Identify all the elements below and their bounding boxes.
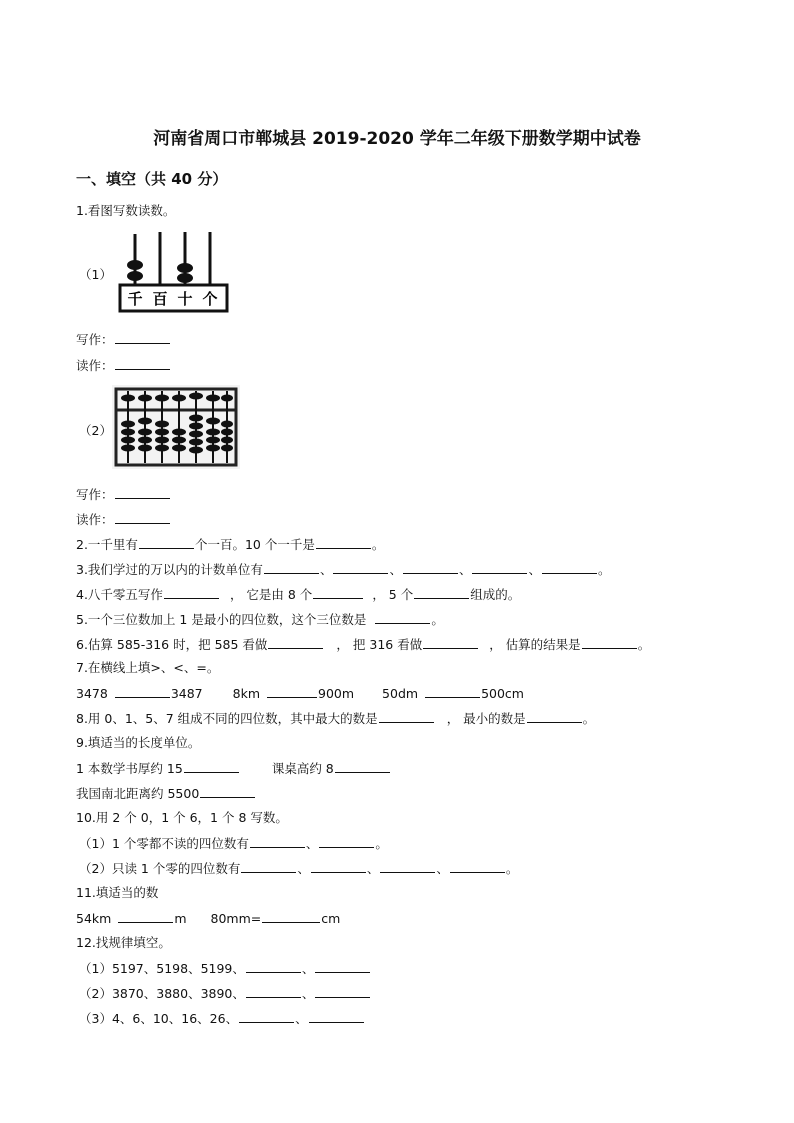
q1-stem: 1.看图写数读数。 bbox=[76, 203, 176, 218]
q10-1-blank-1[interactable] bbox=[250, 835, 305, 848]
question-2: 2.一千里有 个一百。10 个一千是 。 bbox=[76, 537, 385, 552]
section-heading: 一、填空（共 40 分） bbox=[76, 170, 228, 188]
q1-part1-write-blank[interactable] bbox=[115, 331, 170, 344]
q1-part1-read: 读作： bbox=[76, 357, 171, 374]
q10-part-1: （1）1 个零都不读的四位数有 、 。 bbox=[79, 836, 388, 851]
q10-2-blank-1[interactable] bbox=[241, 860, 296, 873]
question-4: 4.八千零五写作 ， 它是由 8 个 ， 5 个 组成的。 bbox=[76, 587, 521, 602]
q4-blank-1[interactable] bbox=[164, 586, 219, 599]
q12-row-1: （1）5197、5198、5199、 、 bbox=[79, 960, 371, 977]
page-title: 河南省周口市郸城县 2019-2020 学年二年级下册数学期中试卷 bbox=[153, 129, 641, 149]
q7-blank-3[interactable] bbox=[425, 685, 480, 698]
question-3: 3.我们学过的万以内的计数单位有 、 、 、 、 。 bbox=[76, 562, 611, 577]
q8-blank-2[interactable] bbox=[527, 710, 582, 723]
q11-stem: 11.填适当的数 bbox=[76, 885, 159, 900]
q11-row: 54km m 80mm= cm bbox=[76, 911, 341, 926]
q7-stem: 7.在横线上填>、<、=。 bbox=[76, 660, 220, 675]
q4-blank-2[interactable] bbox=[313, 586, 363, 599]
q10-part-2: （2）只读 1 个零的四位数有 、 、 、 。 bbox=[79, 861, 519, 876]
q6-blank-1[interactable] bbox=[268, 636, 323, 649]
q12-row-2: （2）3870、3880、3890、 、 bbox=[79, 985, 371, 1002]
q10-1-blank-2[interactable] bbox=[319, 835, 374, 848]
q12-2-blank-1[interactable] bbox=[246, 985, 301, 998]
q12-3-blank-1[interactable] bbox=[239, 1010, 294, 1023]
q4-blank-3[interactable] bbox=[414, 586, 469, 599]
q1-part1-label: （1） bbox=[79, 267, 112, 282]
q1-part2-write-blank[interactable] bbox=[115, 486, 170, 499]
q1-part2-write: 写作： bbox=[76, 486, 171, 503]
q2-blank-1[interactable] bbox=[139, 536, 194, 549]
q3-blank-1[interactable] bbox=[264, 561, 319, 574]
q12-1-blank-1[interactable] bbox=[246, 960, 301, 973]
abacus-2-image bbox=[112, 385, 240, 469]
abacus-place-hundreds: 百 bbox=[152, 290, 168, 308]
q9-blank-2[interactable] bbox=[335, 760, 390, 773]
abacus-1-image bbox=[115, 228, 230, 316]
question-8: 8.用 0、1、5、7 组成不同的四位数，其中最大的数是 ， 最小的数是 。 bbox=[76, 711, 596, 726]
q11-blank-2[interactable] bbox=[262, 910, 320, 923]
q12-1-blank-2[interactable] bbox=[315, 960, 370, 973]
q10-stem: 10.用 2 个 0，1 个 6，1 个 8 写数。 bbox=[76, 810, 288, 825]
q10-2-blank-2[interactable] bbox=[311, 860, 366, 873]
q9-blank-1[interactable] bbox=[184, 760, 239, 773]
q8-blank-1[interactable] bbox=[379, 710, 434, 723]
q10-2-blank-4[interactable] bbox=[450, 860, 505, 873]
abacus-place-thousands: 千 bbox=[127, 290, 143, 308]
q9-row-1: 1 本数学书厚约 15 课桌高约 8 bbox=[76, 760, 391, 777]
q1-part1-write: 写作： bbox=[76, 331, 171, 348]
q12-3-blank-2[interactable] bbox=[309, 1010, 364, 1023]
q9-row-2: 我国南北距离约 5500 bbox=[76, 785, 256, 802]
q9-stem: 9.填适当的长度单位。 bbox=[76, 735, 201, 750]
q12-row-3: （3）4、6、10、16、26、 、 bbox=[79, 1010, 365, 1027]
q9-blank-3[interactable] bbox=[200, 785, 255, 798]
q1-part2-read-blank[interactable] bbox=[115, 511, 170, 524]
q12-2-blank-2[interactable] bbox=[315, 985, 370, 998]
q1-part1-read-blank[interactable] bbox=[115, 357, 170, 370]
q1-part2-read: 读作： bbox=[76, 511, 171, 528]
q7-blank-2[interactable] bbox=[267, 685, 317, 698]
question-6: 6.估算 585-316 时，把 585 看做 ， 把 316 看做 ， 估算的结果是 。 bbox=[76, 637, 651, 652]
q3-blank-2[interactable] bbox=[333, 561, 388, 574]
abacus-place-tens: 十 bbox=[177, 290, 193, 308]
q3-blank-3[interactable] bbox=[403, 561, 458, 574]
q3-blank-5[interactable] bbox=[542, 561, 597, 574]
q11-blank-1[interactable] bbox=[118, 910, 173, 923]
q1-part2-label: （2） bbox=[79, 423, 112, 438]
q6-blank-3[interactable] bbox=[582, 636, 637, 649]
question-5: 5.一个三位数加上 1 是最小的四位数，这个三位数是 。 bbox=[76, 612, 444, 627]
q6-blank-2[interactable] bbox=[423, 636, 478, 649]
q3-blank-4[interactable] bbox=[472, 561, 527, 574]
q12-stem: 12.找规律填空。 bbox=[76, 935, 171, 950]
q7-comparisons: 3478 3487 8km 900m 50dm 500cm bbox=[76, 686, 524, 701]
abacus-place-ones: 个 bbox=[202, 290, 218, 308]
q2-blank-2[interactable] bbox=[316, 536, 371, 549]
q5-blank[interactable] bbox=[375, 611, 430, 624]
q7-blank-1[interactable] bbox=[115, 685, 170, 698]
q10-2-blank-3[interactable] bbox=[380, 860, 435, 873]
